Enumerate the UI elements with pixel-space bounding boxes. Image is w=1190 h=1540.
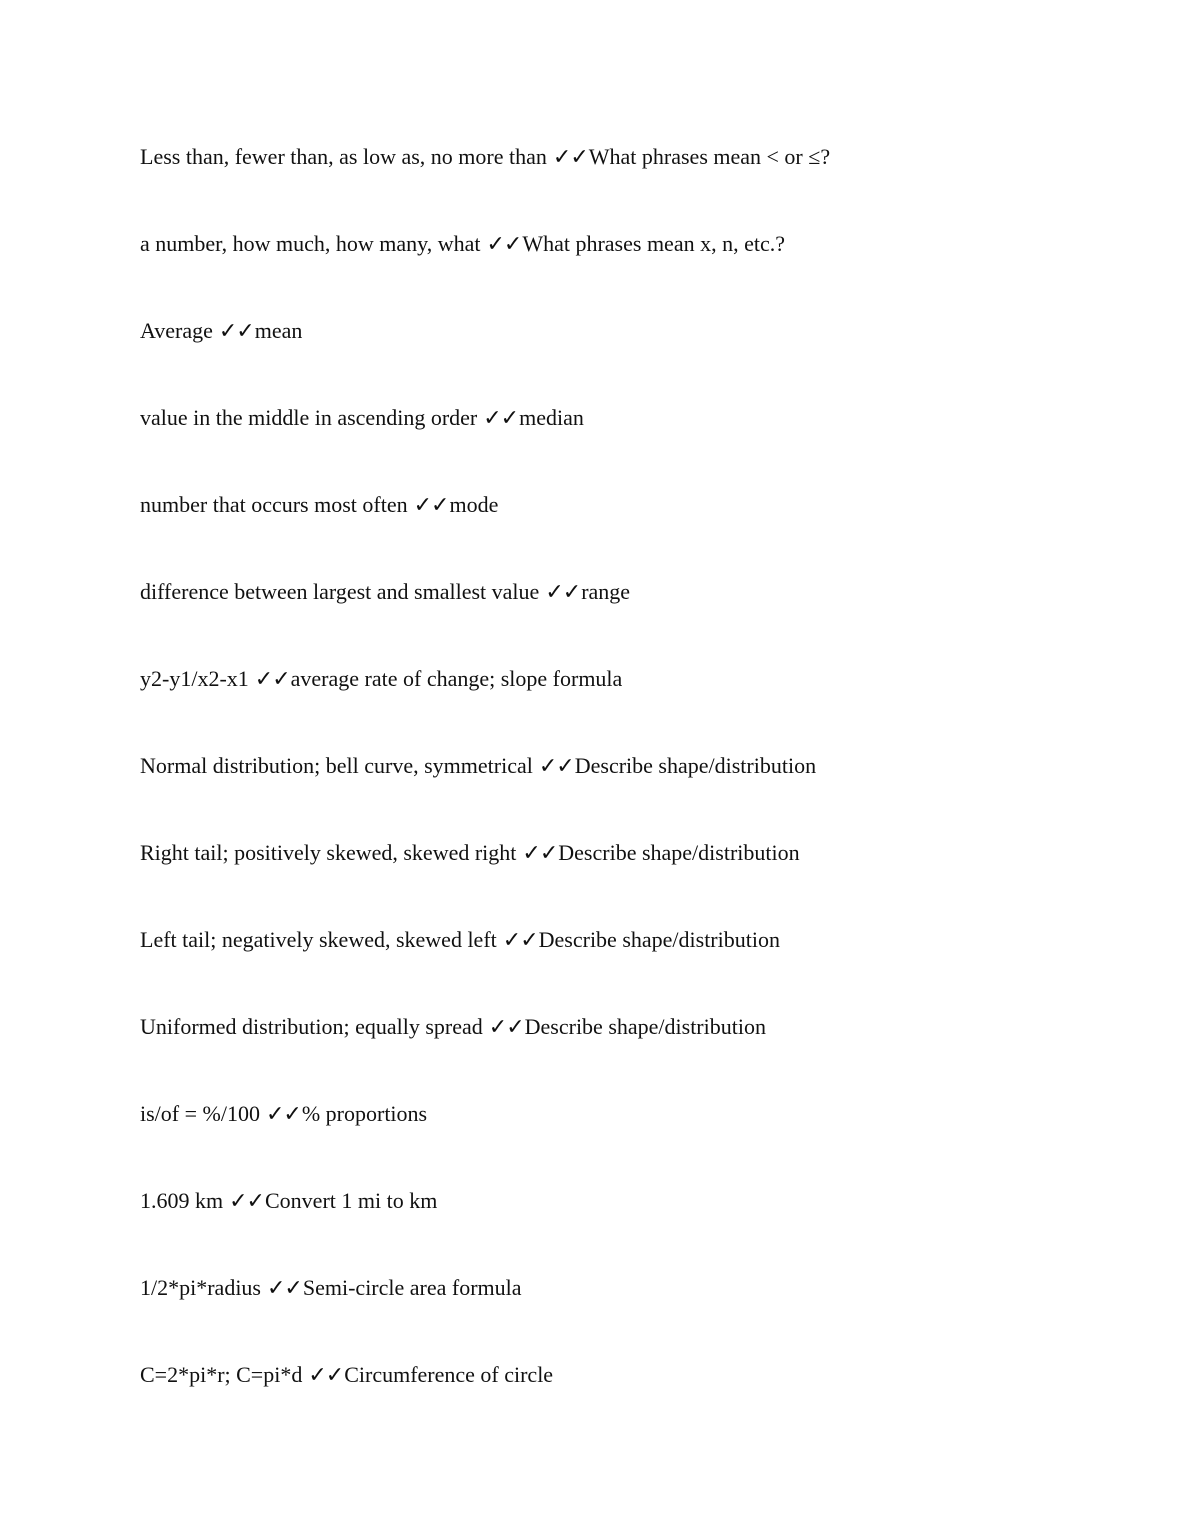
entry-definition: What phrases mean < or ≤? <box>588 144 831 169</box>
flashcard-list <box>140 140 1100 1445</box>
double-check-icon: ✓✓ <box>308 1363 344 1388</box>
flashcard-entry <box>140 1097 1100 1184</box>
entry-term: number that occurs most often <box>140 492 408 517</box>
flashcard-entry <box>140 836 1100 923</box>
entry-term: y2-y1/x2-x1 <box>140 666 249 691</box>
flashcard-entry <box>140 1271 1100 1358</box>
entry-definition: Convert 1 mi to km <box>265 1188 438 1213</box>
entry-term: Less than, fewer than, as low as, no more than <box>140 144 547 169</box>
flashcard-entry <box>140 923 1100 1010</box>
double-check-icon: ✓✓ <box>488 1015 524 1040</box>
double-check-icon: ✓✓ <box>413 493 449 518</box>
entry-definition: Semi-circle area formula <box>302 1275 522 1300</box>
double-check-icon: ✓✓ <box>254 667 290 692</box>
entry-term: 1.609 km <box>140 1188 224 1213</box>
entry-definition: range <box>581 579 631 604</box>
entry-definition: What phrases mean x, n, etc.? <box>522 231 785 256</box>
flashcard-entry <box>140 662 1100 749</box>
flashcard-entry <box>140 749 1100 836</box>
entry-definition: mode <box>449 492 499 517</box>
entry-term: Normal distribution; bell curve, symmetrical <box>140 753 533 778</box>
entry-definition: % proportions <box>301 1101 428 1126</box>
entry-definition: Describe shape/distribution <box>524 1014 766 1039</box>
double-check-icon: ✓✓ <box>267 1276 302 1301</box>
entry-term: Uniformed distribution; equally spread <box>140 1014 483 1039</box>
double-check-icon: ✓✓ <box>486 232 522 257</box>
entry-term: is/of = %/100 <box>140 1101 260 1126</box>
entry-definition: Circumference of circle <box>344 1362 554 1387</box>
double-check-icon: ✓✓ <box>265 1102 301 1127</box>
double-check-icon: ✓✓ <box>483 406 519 431</box>
flashcard-entry <box>140 140 1100 227</box>
entry-term: Left tail; negatively skewed, skewed left <box>140 927 497 952</box>
double-check-icon: ✓✓ <box>522 841 558 866</box>
flashcard-entry <box>140 314 1100 401</box>
entry-term: value in the middle in ascending order <box>140 405 478 430</box>
entry-term: 1/2*pi*radius <box>140 1275 261 1300</box>
double-check-icon: ✓✓ <box>538 754 574 779</box>
entry-term: Average <box>140 318 213 343</box>
flashcard-entry <box>140 488 1100 575</box>
double-check-icon: ✓✓ <box>552 145 588 170</box>
entry-definition: Describe shape/distribution <box>574 753 817 778</box>
entry-term: difference between largest and smallest value <box>140 579 540 604</box>
double-check-icon: ✓✓ <box>229 1189 264 1214</box>
double-check-icon: ✓✓ <box>545 580 581 605</box>
flashcard-entry <box>140 401 1100 488</box>
flashcard-entry <box>140 1010 1100 1097</box>
entry-definition: median <box>519 405 584 430</box>
flashcard-entry <box>140 1358 1100 1445</box>
flashcard-entry <box>140 227 1100 314</box>
double-check-icon: ✓✓ <box>218 319 254 344</box>
entry-term: C=2*pi*r; C=pi*d <box>140 1362 303 1387</box>
double-check-icon: ✓✓ <box>502 928 538 953</box>
entry-definition: average rate of change; slope formula <box>290 666 623 691</box>
entry-definition: mean <box>254 318 303 343</box>
flashcard-entry <box>140 1184 1100 1271</box>
entry-definition: Describe shape/distribution <box>558 840 800 865</box>
flashcard-entry <box>140 575 1100 662</box>
entry-definition: Describe shape/distribution <box>538 927 780 952</box>
entry-term: Right tail; positively skewed, skewed right <box>140 840 517 865</box>
entry-term: a number, how much, how many, what <box>140 231 481 256</box>
